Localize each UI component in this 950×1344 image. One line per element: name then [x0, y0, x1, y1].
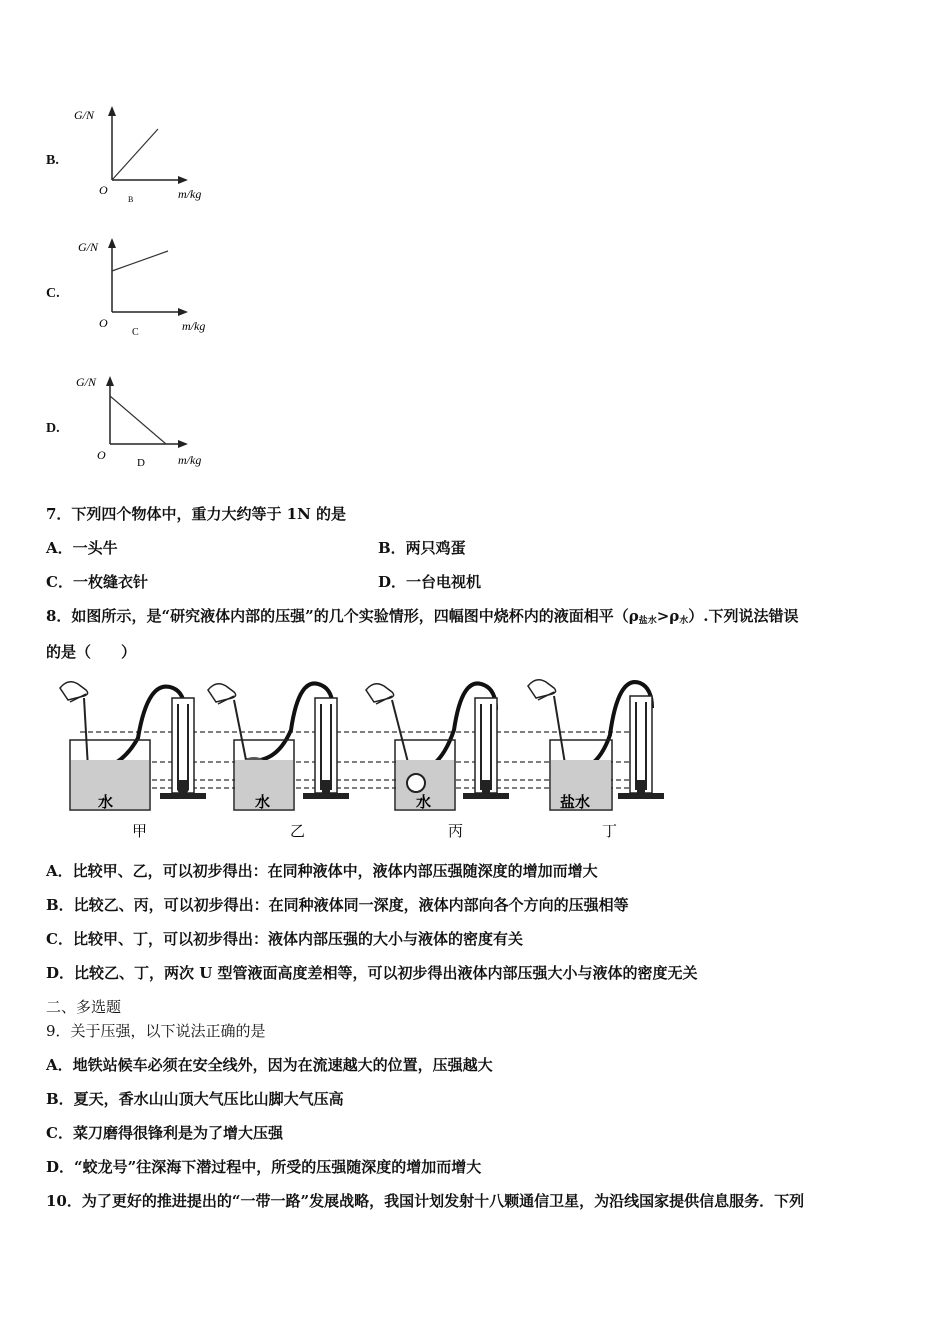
q8-stem [46, 606, 799, 631]
origin-label: O [97, 448, 106, 462]
q8-option-d: D．比较乙、丁，两次 U 型管液面高度差相等，可以初步得出液体内部压强大小与液体的密度无关 [46, 964, 698, 982]
setup-caption: 丙 [448, 824, 464, 840]
option-label: B. [46, 153, 59, 168]
q8-option-c: C．比较甲、丁，可以初步得出：液体内部压强的大小与液体的密度有关 [46, 930, 523, 948]
y-axis-label: G/N [76, 375, 97, 389]
y-axis-label: G/N [78, 240, 99, 254]
x-axis-label: m/kg [182, 319, 206, 333]
graph-d [70, 368, 220, 473]
q8-stem-part1: 8．如图所示，是“研究液体内部的压强”的几个实验情形，四幅图中烧杯内的液面相平（ρ [46, 607, 639, 625]
graph-b [70, 100, 220, 205]
q8-stem-part2: ） [688, 607, 704, 625]
origin-label: O [99, 316, 108, 330]
q8-stem-mid: >ρ [656, 607, 680, 625]
q8-stem-line2: 的是（ ） [46, 643, 137, 661]
q8-dot: . [703, 607, 709, 625]
beaker-label: 水 [255, 795, 271, 811]
setup-caption: 丁 [602, 824, 618, 840]
option-label: C. [46, 286, 60, 301]
option-label: D. [46, 421, 60, 436]
graph-caption: B [128, 195, 134, 204]
q8-sub-saltwater: 盐水 [638, 616, 657, 626]
setup-jia [60, 682, 206, 840]
origin-label: O [99, 183, 108, 197]
q8-stem-part3: 下列说法错误 [708, 607, 799, 625]
pressure-experiment-figure [50, 670, 690, 845]
q8-option-b: B．比较乙、丙，可以初步得出：在同种液体同一深度，液体内部向各个方向的压强相等 [46, 896, 629, 914]
q7-option-c: C．一枚缝衣针 [46, 573, 148, 591]
beaker-label: 水 [98, 795, 114, 811]
q7-option-a: A．一头牛 [46, 539, 118, 557]
graph-c [70, 232, 220, 337]
graph-caption: D [137, 457, 145, 469]
q9-option-c: C．菜刀磨得很锋利是为了增大压强 [46, 1124, 283, 1142]
q9-option-b: B．夏天，香水山山顶大气压比山脚大气压高 [46, 1090, 344, 1108]
q8-sub-water: 水 [679, 616, 689, 626]
setup-caption: 乙 [290, 824, 306, 840]
y-axis-label: G/N [74, 108, 95, 122]
q10-stem: 10．为了更好的推进提出的“一带一路”发展战略，我国计划发射十八颗通信卫星，为沿线国家提供信息服务．下列 [46, 1192, 805, 1210]
section-heading: 二、多选题 [46, 998, 122, 1016]
q9-option-a: A．地铁站候车必须在安全线外，因为在流速越大的位置，压强越大 [46, 1056, 493, 1074]
beaker-label: 盐水 [560, 795, 591, 811]
q7-stem: 7．下列四个物体中，重力大约等于 1N 的是 [46, 505, 347, 523]
q8-option-a: A．比较甲、乙，可以初步得出：在同种液体中，液体内部压强随深度的增加而增大 [46, 862, 598, 880]
x-axis-label: m/kg [178, 187, 202, 201]
setup-caption: 甲 [132, 824, 148, 840]
x-axis-label: m/kg [178, 453, 202, 467]
setup-ding [528, 680, 664, 840]
q7-option-b: B．两只鸡蛋 [378, 539, 466, 557]
q9-option-d: D．“蛟龙号”往深海下潜过程中，所受的压强随深度的增加而增大 [46, 1158, 482, 1176]
q9-stem: 9．关于压强，以下说法正确的是 [46, 1022, 266, 1040]
graph-caption: C [132, 327, 139, 337]
q7-option-d: D．一台电视机 [378, 573, 482, 591]
setup-yi [208, 683, 349, 840]
beaker-label: 水 [416, 795, 432, 811]
